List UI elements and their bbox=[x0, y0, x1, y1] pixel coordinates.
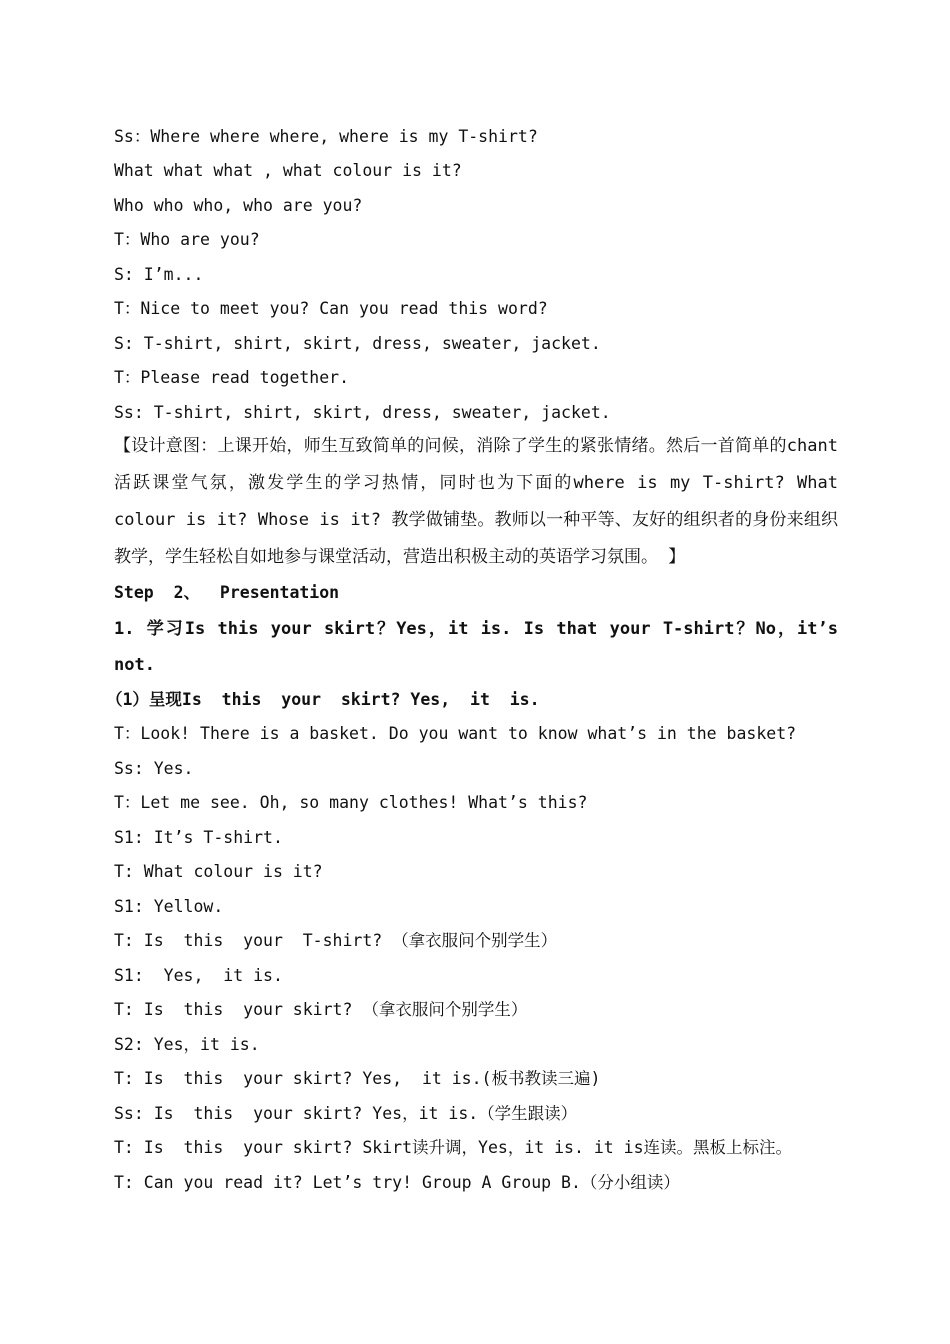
dialogue-line: S1: Yes, it is. bbox=[114, 966, 283, 985]
text-line: Ss：Where where where, where is my T-shirt? bbox=[114, 127, 538, 146]
dialogue-line: S2: Yes，it is. bbox=[114, 1035, 260, 1054]
dialogue-line: T: What colour is it? bbox=[114, 862, 323, 881]
dialogue-line: T: Is this your skirt? （拿衣服问个别学生） bbox=[114, 1000, 528, 1019]
text-line: S: I’m... bbox=[114, 265, 204, 284]
text-line: Who who who, who are you? bbox=[114, 196, 363, 215]
text-line: S: T-shirt, shirt, skirt, dress, sweater, jacket. bbox=[114, 334, 601, 353]
dialogue-line: T: Can you read it? Let’s try! Group A Group B.（分小组读） bbox=[114, 1173, 680, 1192]
learn-heading: 1. 学习Is this your skirt？Yes，it is. Is that your T-shirt？No，it’s not. bbox=[114, 619, 838, 675]
dialogue-line: S1: Yellow. bbox=[114, 897, 224, 916]
text-line: Ss: T-shirt, shirt, skirt, dress, sweater, jacket. bbox=[114, 403, 611, 422]
design-note-paragraph: 【设计意图：上课开始，师生互致简单的问候，消除了学生的紧张情绪。然后一首简单的chant活跃课堂气氛，激发学生的学习热情，同时也为下面的where is my T-shirt? What colour is it? Whose is it? 教学做铺垫。教师以一种平等、友好的组织者的身份来组织教学，学生轻松自如地参与课堂活动，营造出积极主动的英语学习氛围。 】 bbox=[114, 436, 838, 567]
dialogue-line: Ss: Is this your skirt? Yes，it is.（学生跟读） bbox=[114, 1104, 578, 1123]
text-line: T：Nice to meet you? Can you read this word? bbox=[114, 299, 548, 318]
text-line: What what what , what colour is it? bbox=[114, 161, 462, 180]
dialogue-line: T: Is this your T-shirt? （拿衣服问个别学生） bbox=[114, 931, 558, 950]
dialogue-line: S1: It’s T-shirt. bbox=[114, 828, 283, 847]
text-line: T：Who are you? bbox=[114, 230, 260, 249]
text-line: T：Please read together. bbox=[114, 368, 350, 387]
sub-heading: （1）呈现Is this your skirt? Yes, it is. bbox=[106, 690, 540, 709]
step-heading: Step 2、 Presentation bbox=[114, 583, 340, 602]
dialogue-line: T: Is this your skirt? Yes, it is.(板书教读三遍) bbox=[114, 1069, 601, 1088]
dialogue-line: Ss: Yes. bbox=[114, 759, 194, 778]
dialogue-line: T: Is this your skirt? Skirt读升调，Yes，it is. it is连读。黑板上标注。 bbox=[114, 1138, 793, 1157]
dialogue-line: T：Look! There is a basket. Do you want to know what’s in the basket? bbox=[114, 724, 797, 743]
dialogue-line: T：Let me see. Oh, so many clothes! What’s this? bbox=[114, 793, 588, 812]
